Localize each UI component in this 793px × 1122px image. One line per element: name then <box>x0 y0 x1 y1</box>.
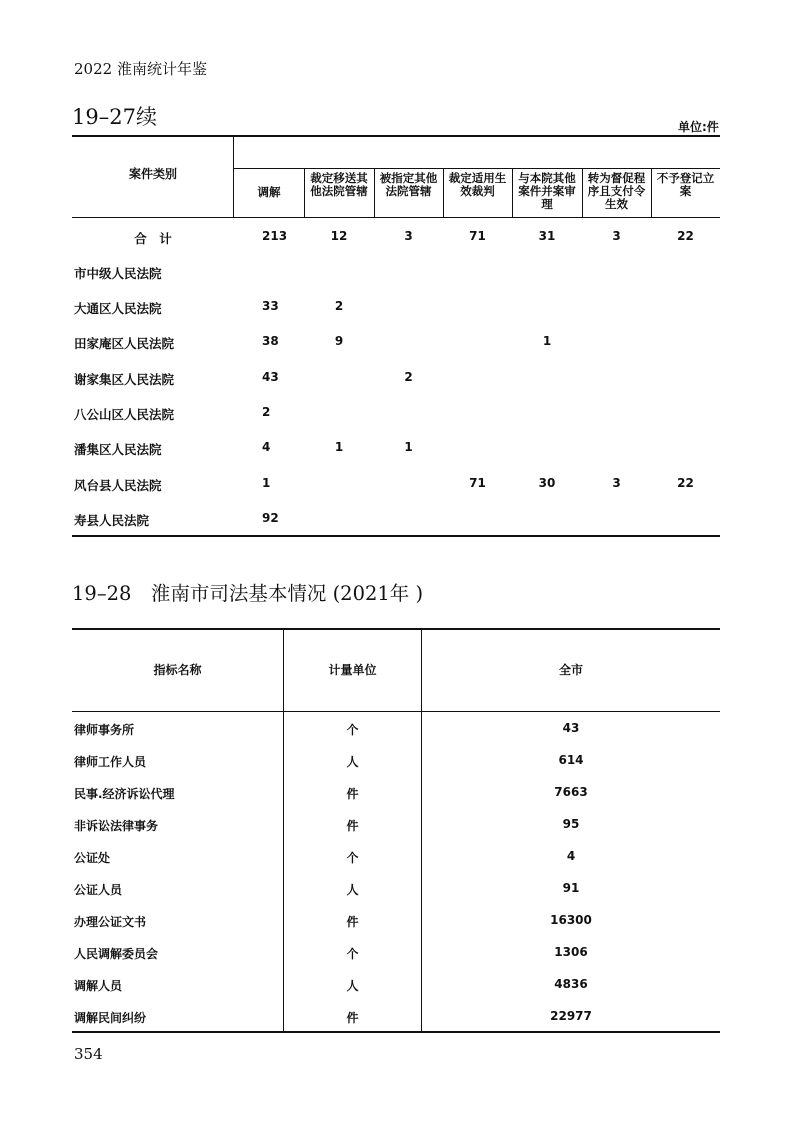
table1-column-header: 调解 <box>257 185 281 199</box>
table1-cell: 213 <box>262 229 288 243</box>
table1-cell: 3 <box>612 229 621 243</box>
table2-header-value: 全市 <box>558 663 583 677</box>
table1-cell: 2 <box>262 405 271 419</box>
table1-title: 19–27续 <box>72 105 157 129</box>
table1-col-divider <box>443 168 444 217</box>
table1-header-rule <box>72 217 720 218</box>
table1-row-label: 八公山区人民法院 <box>74 407 175 422</box>
table2-row-name: 人民调解委员会 <box>74 947 159 961</box>
table2-row-value: 4 <box>566 849 576 863</box>
table1-cell: 30 <box>538 476 556 490</box>
table2-bottom-rule <box>72 1031 720 1033</box>
table2-row-unit: 人 <box>346 979 359 993</box>
table2-row-unit: 件 <box>346 787 359 801</box>
table1-top-rule <box>72 135 720 137</box>
table2-row-name: 民事.经济诉讼代理 <box>74 787 175 801</box>
table1-column-header: 被指定其他法院管辖 <box>379 171 438 198</box>
table2-row-name: 公证处 <box>74 851 111 865</box>
table2-row-name: 调解人员 <box>74 979 123 993</box>
table1-col-divider <box>374 168 375 217</box>
table2-row-value: 43 <box>562 721 580 735</box>
table2-row-name: 律师事务所 <box>74 723 135 737</box>
table2-row-value: 1306 <box>554 945 588 959</box>
table1-cell: 12 <box>330 229 348 243</box>
table2-title: 19–28 淮南市司法基本情况 (2021年 ) <box>72 582 424 605</box>
table1-col-divider <box>304 168 305 217</box>
table1-cell: 33 <box>262 299 279 313</box>
table1-col-divider <box>512 168 513 217</box>
table2-row-value: 95 <box>562 817 580 831</box>
table2-row-value: 4836 <box>554 977 588 991</box>
table2-row-name: 非诉讼法律事务 <box>74 819 159 833</box>
table1-row-label: 风台县人民法院 <box>74 478 162 493</box>
table1-col-divider <box>582 168 583 217</box>
table1-cell: 4 <box>262 440 271 454</box>
table1-row-label: 合 计 <box>134 231 172 246</box>
table2-header-name: 指标名称 <box>153 663 202 677</box>
page-number: 354 <box>74 1045 103 1063</box>
table1-col-divider <box>651 168 652 217</box>
table1-row-label: 潘集区人民法院 <box>74 442 162 457</box>
table2-row-unit: 个 <box>346 723 359 737</box>
table1-cell: 2 <box>404 370 413 384</box>
table1-column-header: 裁定适用生效裁判 <box>448 171 507 198</box>
table2-row-name: 律师工作人员 <box>74 755 147 769</box>
table1-column-header: 不予登记立案 <box>656 171 715 198</box>
table2-row-unit: 人 <box>346 755 359 769</box>
table2-row-value: 91 <box>562 881 580 895</box>
table1-cell: 1 <box>404 440 413 454</box>
table1-row-label: 田家庵区人民法院 <box>74 336 175 351</box>
table1-row-label: 市中级人民法院 <box>74 266 162 281</box>
table1-cell: 71 <box>469 229 486 243</box>
table2-row-unit: 个 <box>346 851 359 865</box>
table1-cell: 3 <box>404 229 413 243</box>
table1-cell: 38 <box>262 334 279 348</box>
table1-cell: 92 <box>262 511 279 525</box>
table2-row-name: 公证人员 <box>74 883 123 897</box>
table2-header-unit: 计量单位 <box>328 663 377 677</box>
table1-cell: 43 <box>262 370 279 384</box>
table2-row-name: 办理公证文书 <box>74 915 147 929</box>
table1-column-header: 裁定移送其他法院管辖 <box>310 171 368 198</box>
running-head: 2022 淮南统计年鉴 <box>74 60 207 78</box>
table1-bottom-rule <box>72 535 720 537</box>
table2-row-name: 调解民间纠纷 <box>74 1011 147 1025</box>
table2-row-value: 16300 <box>550 913 592 927</box>
table1-row-label: 大通区人民法院 <box>74 301 162 316</box>
table1-cell: 1 <box>542 334 552 348</box>
table2-row-value: 7663 <box>554 785 588 799</box>
table1-cell: 1 <box>334 440 344 454</box>
table1-stub-header: 案件类别 <box>128 167 177 181</box>
table2-row-unit: 个 <box>346 947 359 961</box>
table1-cell: 22 <box>677 476 694 490</box>
table2-header-rule <box>72 711 720 712</box>
table2-row-unit: 人 <box>346 883 359 897</box>
table1-cell: 22 <box>677 229 694 243</box>
table1-column-header: 与本院其他案件并案审理 <box>518 171 576 211</box>
table1-row-label: 寿县人民法院 <box>74 513 150 528</box>
table2-row-unit: 件 <box>346 915 359 929</box>
table2-top-rule <box>72 628 720 630</box>
table1-cell: 31 <box>538 229 556 243</box>
table1-unit: 单位:件 <box>678 120 719 134</box>
table1-column-header: 转为督促程序且支付令生效 <box>587 171 646 211</box>
table1-cell: 9 <box>334 334 344 348</box>
table1-cell: 71 <box>469 476 486 490</box>
table2-row-value: 22977 <box>550 1009 592 1023</box>
table2-row-value: 614 <box>558 753 584 767</box>
table1-subheader-rule <box>233 168 720 169</box>
table1-cell: 2 <box>334 299 344 313</box>
table1-cell: 1 <box>262 476 271 490</box>
table1-row-label: 谢家集区人民法院 <box>74 372 175 387</box>
table2-row-unit: 件 <box>346 819 359 833</box>
table1-cell: 3 <box>612 476 621 490</box>
table2-row-unit: 件 <box>346 1011 359 1025</box>
